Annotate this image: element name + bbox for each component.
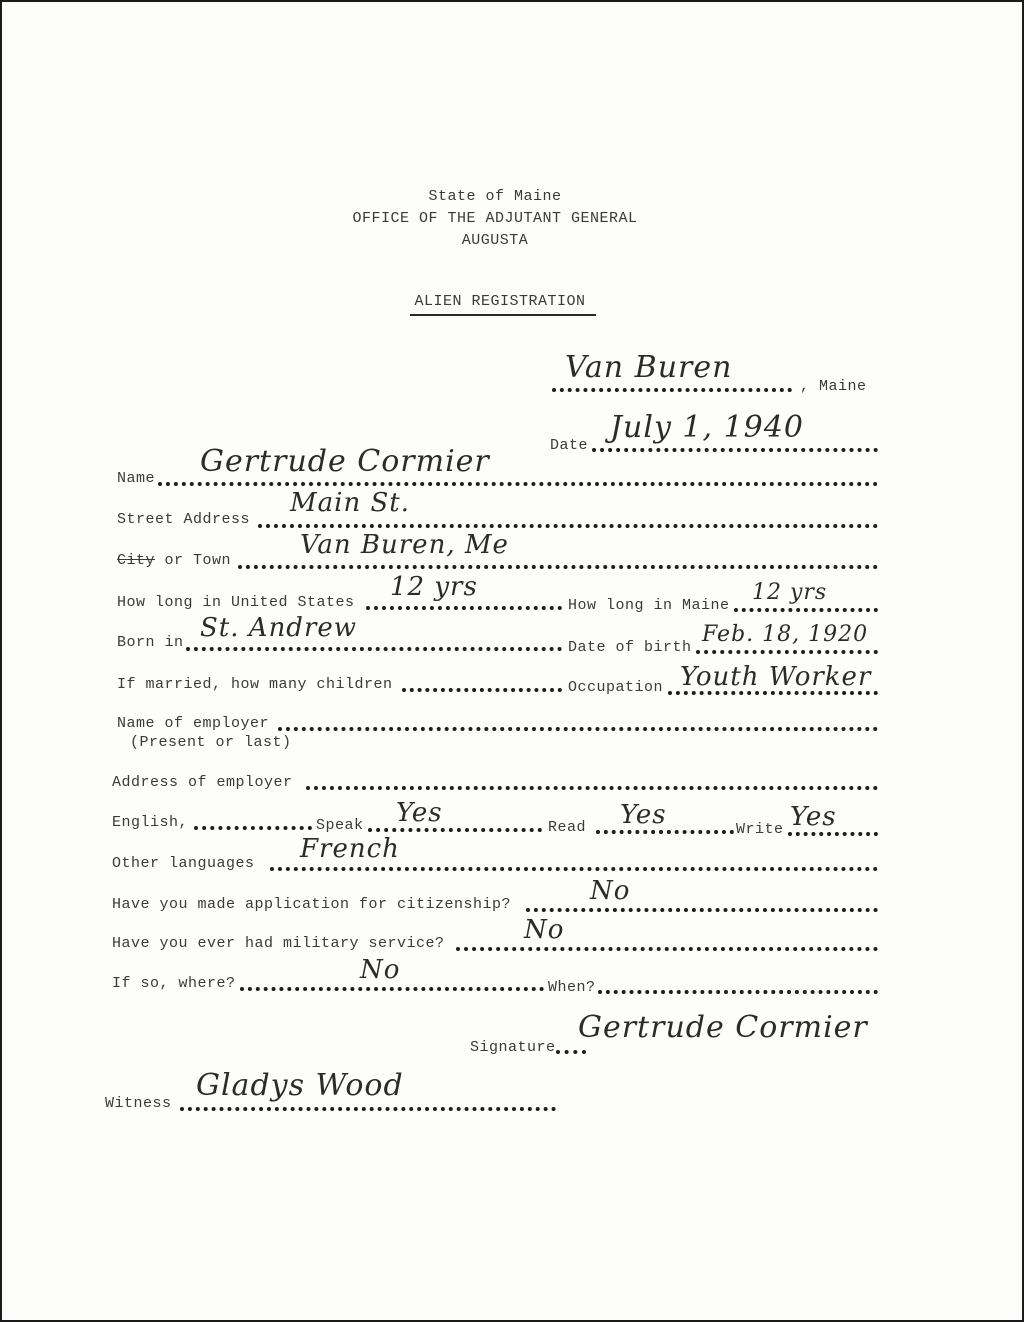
military-label: Have you ever had military service? — [112, 935, 445, 952]
header-state: State of Maine — [428, 188, 562, 205]
form-title: ALIEN REGISTRATION — [414, 293, 586, 310]
date-dots — [592, 448, 878, 452]
speak-label: Speak — [316, 817, 364, 834]
employer-address-dots — [306, 786, 878, 790]
witness-dots — [180, 1107, 556, 1111]
header-office: OFFICE OF THE ADJUTANT GENERAL — [352, 210, 638, 227]
us-duration-dots — [366, 606, 562, 610]
where-dots — [240, 987, 544, 991]
citizenship-dots — [526, 908, 878, 912]
born-in-dots — [186, 647, 562, 651]
where-value: No — [360, 955, 401, 985]
witness-value: Gladys Wood — [196, 1068, 404, 1103]
date-label: Date — [550, 437, 589, 454]
military-value: No — [524, 915, 565, 945]
street-value: Main St. — [290, 488, 410, 518]
us-duration-value: 12 yrs — [390, 572, 478, 602]
other-languages-value: French — [300, 834, 400, 864]
city-label-rest: or Town — [155, 552, 232, 569]
street-dots — [258, 524, 878, 528]
write-dots — [788, 832, 878, 836]
place-value: Van Buren — [565, 350, 733, 385]
other-languages-dots — [270, 867, 878, 871]
children-dots — [402, 688, 562, 692]
employer-label: Name of employer — [117, 715, 270, 732]
when-dots — [598, 990, 878, 994]
read-label: Read — [548, 819, 587, 836]
english-label: English, — [112, 814, 189, 831]
born-in-value: St. Andrew — [200, 613, 358, 643]
signature-value: Gertrude Cormier — [578, 1010, 868, 1045]
city-dots — [238, 565, 878, 569]
header-city: AUGUSTA — [461, 232, 529, 249]
speak-dots — [368, 828, 542, 832]
when-label: When? — [548, 979, 596, 996]
name-label: Name — [117, 470, 156, 487]
read-value: Yes — [620, 800, 667, 830]
write-value: Yes — [790, 802, 837, 832]
date-value: July 1, 1940 — [610, 410, 804, 445]
occupation-label: Occupation — [568, 679, 664, 696]
employer-dots — [278, 727, 878, 731]
citizenship-label: Have you made application for citizenship? — [112, 896, 512, 913]
read-dots — [596, 830, 734, 834]
other-languages-label: Other languages — [112, 855, 255, 872]
street-label: Street Address — [117, 511, 251, 528]
place-dots — [552, 388, 792, 392]
occupation-value: Youth Worker — [680, 662, 872, 692]
us-duration-label: How long in United States — [117, 594, 355, 611]
birth-date-value: Feb. 18, 1920 — [702, 622, 869, 647]
name-value: Gertrude Cormier — [200, 444, 490, 479]
place-suffix: , Maine — [800, 378, 867, 395]
birth-date-dots — [696, 650, 878, 654]
signature-label: Signature — [470, 1039, 556, 1056]
name-dots — [158, 482, 878, 486]
witness-label: Witness — [105, 1095, 172, 1112]
employer-address-label: Address of employer — [112, 774, 293, 791]
maine-duration-value: 12 yrs — [752, 580, 828, 605]
employer-sublabel: (Present or last) — [130, 734, 292, 751]
city-value: Van Buren, Me — [300, 530, 509, 560]
where-label: If so, where? — [112, 975, 236, 992]
write-label: Write — [736, 821, 784, 838]
signature-dots — [556, 1050, 586, 1054]
military-dots — [456, 947, 878, 951]
speak-value: Yes — [396, 798, 443, 828]
title-underline — [410, 314, 596, 316]
maine-duration-label: How long in Maine — [568, 597, 730, 614]
city-label — [117, 552, 231, 569]
citizenship-value: No — [590, 876, 631, 906]
children-label: If married, how many children — [117, 676, 393, 693]
maine-duration-dots — [734, 608, 878, 612]
city-label-struck: City — [117, 552, 156, 569]
born-in-label: Born in — [117, 634, 184, 651]
birth-date-label: Date of birth — [568, 639, 692, 656]
english-dots-1 — [194, 826, 312, 830]
